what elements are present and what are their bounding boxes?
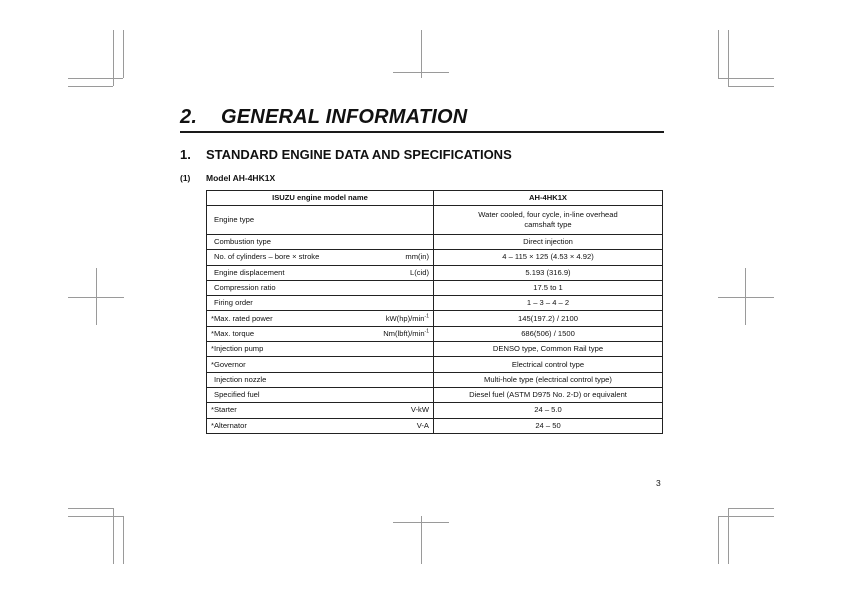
item-name: Engine displacement [214, 267, 285, 277]
subsection-title-text: Model AH-4HK1X [206, 173, 276, 183]
value-cell: 1 – 3 – 4 – 2 [434, 296, 663, 311]
item-name: Specified fuel [214, 390, 260, 400]
value-cell: 686(506) / 1500 [434, 326, 663, 341]
table-row [207, 403, 663, 418]
crop-mark [68, 86, 113, 87]
registration-mark [718, 297, 774, 298]
table-row [207, 296, 663, 311]
table-row [207, 342, 663, 357]
table-row [207, 311, 663, 326]
crop-mark [728, 86, 774, 87]
crop-mark [718, 30, 719, 78]
value-cell: Direct injection [434, 235, 663, 250]
item-unit: L(cid) [410, 267, 429, 277]
crop-mark [718, 78, 774, 79]
table-row [207, 265, 663, 280]
item-name: *Governor [211, 359, 246, 369]
item-cell [207, 403, 434, 418]
crop-mark [68, 78, 123, 79]
header-item: ISUZU engine model name [207, 191, 434, 206]
chapter-number: 2. [180, 106, 198, 128]
chapter-title [180, 106, 664, 129]
value-line: camshaft type [524, 220, 572, 229]
table-row [207, 206, 663, 235]
item-name: Firing order [214, 298, 253, 308]
registration-mark [393, 522, 449, 523]
registration-mark [393, 72, 449, 73]
subsection-title [180, 173, 275, 183]
item-unit: mm(in) [405, 252, 429, 262]
registration-mark [421, 516, 422, 564]
registration-mark [421, 30, 422, 78]
value-cell: 24 – 50 [434, 418, 663, 433]
item-name: *Max. torque [211, 328, 255, 338]
item-name: Engine type [214, 215, 255, 224]
item-cell [207, 265, 434, 280]
value-cell: 4 – 115 × 125 (4.53 × 4.92) [434, 250, 663, 265]
value-cell [434, 206, 663, 235]
value-cell: Diesel fuel (ASTM D975 No. 2-D) or equivalent [434, 387, 663, 402]
item-name: Compression ratio [214, 283, 276, 293]
page-number: 3 [656, 478, 661, 488]
crop-mark [123, 516, 124, 564]
item-name: Injection nozzle [214, 374, 267, 384]
item-unit: $Nm(lbft)/\min^{-1}$ [383, 328, 429, 338]
crop-mark [68, 516, 123, 517]
table-header-row [207, 191, 663, 206]
value-cell: DENSO type, Common Rail type [434, 342, 663, 357]
item-cell [207, 357, 434, 372]
value-cell: Electrical control type [434, 357, 663, 372]
item-cell [207, 326, 434, 341]
table-row [207, 418, 663, 433]
item-name: *Alternator [211, 420, 247, 430]
value-cell: 17.5 to 1 [434, 280, 663, 295]
value-line: Water cooled, four cycle, in-line overhead [478, 210, 618, 219]
item-cell [207, 296, 434, 311]
header-value: AH-4HK1X [434, 191, 663, 206]
value-cell: 24 – 5.0 [434, 403, 663, 418]
item-unit: $kW(hp)/\min^{-1}$ [385, 313, 429, 323]
item-name: Combustion type [214, 237, 271, 247]
table-row [207, 326, 663, 341]
item-name: *Max. rated power [211, 313, 273, 323]
item-cell [207, 206, 434, 235]
section-title [180, 147, 512, 162]
table-row [207, 235, 663, 250]
item-unit: V-kW [410, 405, 429, 415]
chapter-title-text: GENERAL INFORMATION [221, 106, 468, 128]
section-title-text: STANDARD ENGINE DATA AND SPECIFICATIONS [206, 147, 512, 162]
item-cell [207, 235, 434, 250]
section-number: 1. [180, 147, 191, 162]
value-cell: Multi-hole type (electrical control type) [434, 372, 663, 387]
item-cell [207, 311, 434, 326]
value-cell: 5.193 (316.9) [434, 265, 663, 280]
crop-mark [718, 516, 774, 517]
item-name: *Injection pump [211, 344, 264, 354]
subsection-number: (1) [180, 173, 191, 183]
table-row [207, 250, 663, 265]
crop-mark [728, 508, 774, 509]
item-cell [207, 250, 434, 265]
table-row [207, 387, 663, 402]
item-cell [207, 387, 434, 402]
item-cell [207, 418, 434, 433]
registration-mark [68, 297, 124, 298]
item-cell [207, 372, 434, 387]
crop-mark [68, 508, 113, 509]
table-row [207, 372, 663, 387]
item-name: No. of cylinders – bore × stroke [214, 252, 320, 262]
spec-table [206, 190, 663, 434]
table-row [207, 357, 663, 372]
table-row [207, 280, 663, 295]
crop-mark [123, 30, 124, 78]
item-cell [207, 342, 434, 357]
chapter-divider [180, 131, 664, 133]
crop-mark [718, 516, 719, 564]
item-cell [207, 280, 434, 295]
item-name: *Starter [211, 405, 237, 415]
value-cell: 145(197.2) / 2100 [434, 311, 663, 326]
item-unit: V-A [416, 420, 429, 430]
